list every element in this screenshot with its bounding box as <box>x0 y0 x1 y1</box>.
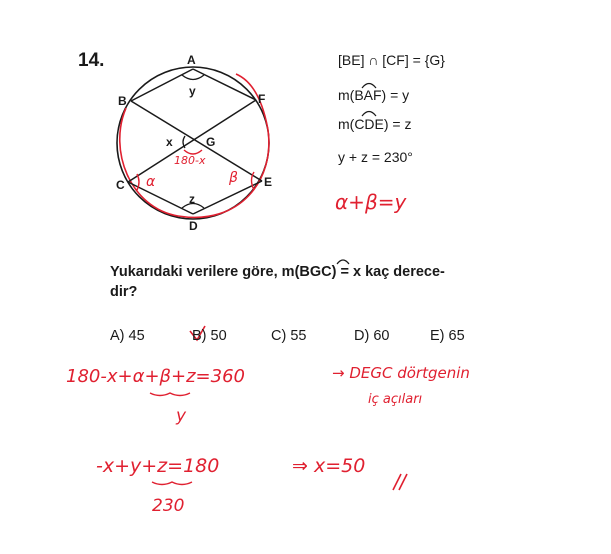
point-label-A: A <box>187 53 196 67</box>
option-e-value: 65 <box>448 328 465 344</box>
hand-eq-2-result: ⇒ x=50 <box>292 455 366 477</box>
point-label-C: C <box>116 178 125 192</box>
angle-arc-beta <box>252 172 255 190</box>
question-number: 14. <box>78 50 105 71</box>
option-d[interactable] <box>354 328 389 344</box>
option-b-value: 50 <box>210 328 227 344</box>
option-a-value: 45 <box>128 328 145 344</box>
given-line-1: [BE] ∩ [CF] = {G} <box>338 52 445 68</box>
option-d-value: 60 <box>373 328 390 344</box>
question-text-line-2: dir? <box>110 284 138 300</box>
hand-eq-1: 180-x+α+β+z=360 <box>66 366 245 387</box>
angle-label-y: y <box>189 84 196 98</box>
hand-label-beta: β <box>229 170 238 186</box>
point-label-F: F <box>258 92 266 106</box>
given-line-4: y + z = 230° <box>338 149 413 165</box>
hand-eq-2-sub: 230 <box>152 496 185 516</box>
given-line-3: m(CDE) = z <box>338 116 412 132</box>
option-e[interactable] <box>430 328 465 344</box>
angle-arc-alpha <box>137 174 139 190</box>
angle-arc-x <box>183 136 185 148</box>
question-text <box>110 262 530 302</box>
angle-label-x: x <box>166 135 173 149</box>
point-label-D: D <box>189 219 198 233</box>
hand-eq-1-note-2: iç açıları <box>368 392 423 407</box>
hand-label-180-x: 180-x <box>174 154 206 167</box>
brace-eq2 <box>152 482 192 485</box>
option-b[interactable] <box>192 328 227 344</box>
hand-eq-1-note: → DEGC dörtgenin <box>332 364 470 382</box>
given-line-2: m(BAF) = y <box>338 87 410 103</box>
chord-BE <box>131 101 262 181</box>
point-label-G: G <box>206 135 216 149</box>
option-d-letter: D) <box>354 328 370 344</box>
option-e-letter: E) <box>430 328 445 344</box>
option-c[interactable] <box>271 328 306 344</box>
hand-eq-2: -x+y+z=180 <box>96 455 220 477</box>
angle-label-z: z <box>189 192 195 206</box>
hand-eq-1-sub: y <box>176 406 187 426</box>
angle-arc-y <box>182 75 204 80</box>
option-a[interactable] <box>110 328 145 344</box>
question-text-line-1: Yukarıdaki verilere göre, m(BGC) = x kaç derece- <box>110 264 445 280</box>
option-b-letter: B) <box>192 328 207 344</box>
hand-label-alpha: α <box>146 174 156 190</box>
point-label-B: B <box>118 94 127 108</box>
option-a-letter: A) <box>110 328 125 344</box>
option-c-letter: C) <box>271 328 287 344</box>
hand-relation: α+β=y <box>335 190 407 214</box>
option-c-value: 55 <box>290 328 307 344</box>
brace-eq1 <box>150 393 190 396</box>
point-label-E: E <box>264 175 273 189</box>
